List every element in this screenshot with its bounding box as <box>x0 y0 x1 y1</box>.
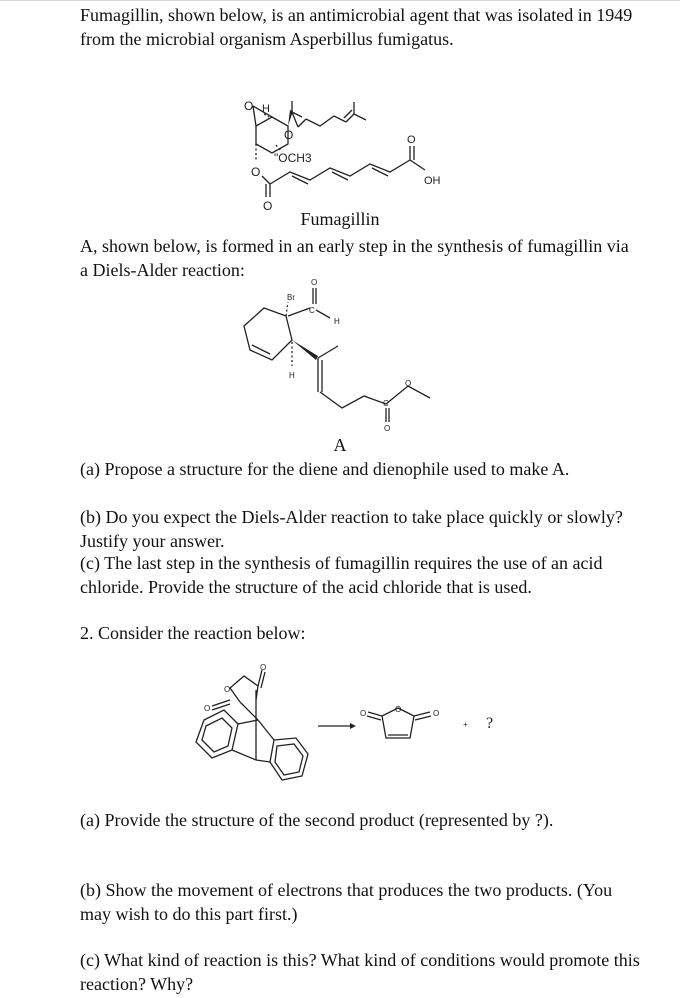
c-aldehyde-label: C <box>309 306 315 315</box>
o-aldehyde-label: O <box>311 278 318 287</box>
maleic-co-left-2 <box>367 716 381 720</box>
question-2b: (b) Show the movement of electrons that produces the two products. (You may wish to do this part first.) <box>80 880 613 924</box>
fumagillin-caption: Fumagillin <box>300 209 380 229</box>
benzene-left-inner <box>202 718 232 752</box>
question-1a: (a) Propose a structure for the diene and dienophile used to make A. <box>80 459 570 479</box>
o-top-label: O <box>260 663 267 672</box>
o-carbonyl-label: O <box>263 199 273 213</box>
maleic-co-right-2 <box>415 716 431 720</box>
c-ester-label: C <box>383 399 389 408</box>
compound-a-caption: A <box>333 435 347 455</box>
anhydride-co-top-2 <box>261 672 265 688</box>
question-1b: (b) Do you expect the Diels-Alder reaction to take place quickly or slowly? Justify your answer. <box>80 507 623 551</box>
o-ester-dbl-label: O <box>384 424 391 433</box>
question-2-intro: 2. Consider the reaction below: <box>80 623 306 643</box>
para-a: A, shown below, is formed in an early step in the synthesis of fumagillin via a Diels-Alder reaction: <box>80 236 629 280</box>
benzene-right-inner <box>275 744 303 775</box>
p-o-right-label: O <box>433 709 440 718</box>
o-acid-label: O <box>407 134 416 146</box>
reaction-arrow-head <box>350 723 356 729</box>
p-o-left-label: O <box>360 709 367 718</box>
o-ester-label: O <box>251 165 261 179</box>
bridge-4 <box>256 760 270 762</box>
o-left-label: O <box>204 704 211 713</box>
maleic-co-right-1 <box>414 712 430 716</box>
p-o-ring-label: O <box>395 705 402 714</box>
question-1c: (c) The last step in the synthesis of fumagillin requires the use of an acid chloride. Provide the structure of the acid chloride that is used. <box>80 553 603 597</box>
intro-paragraph: Fumagillin, shown below, is an antimicrobial agent that was isolated in 1949 from the microbial organism Asperbillus fumigatus. <box>80 5 633 49</box>
h-label: H <box>262 103 270 115</box>
o-epoxide-side-label: O <box>284 128 294 142</box>
bridge-2 <box>258 720 274 740</box>
maleic-co-left-1 <box>368 712 382 716</box>
br-label: Br <box>287 293 295 302</box>
question-2c: (c) What kind of reaction is this? What kind of conditions would promote this reaction? Why? <box>80 950 640 994</box>
plus-sign: + <box>463 720 468 729</box>
bridge-1 <box>238 720 258 724</box>
bridge-diag <box>240 702 258 720</box>
h-aldehyde-label: H <box>334 317 340 326</box>
o-epoxide-top-label: O <box>244 99 254 113</box>
och3-label: "OCH3 <box>274 151 312 165</box>
anhydride-co-top-1 <box>258 670 262 686</box>
h-ring-label: H <box>289 371 295 380</box>
question-2a: (a) Provide the structure of the second product (represented by ?). <box>80 810 554 830</box>
o-ester-a-label: O <box>405 379 412 388</box>
unknown-product: ? <box>486 715 494 732</box>
anhydride-ring <box>230 676 258 702</box>
o-ring-label: O <box>224 685 231 694</box>
bridge-3 <box>232 750 256 760</box>
oh-label: OH <box>424 175 441 187</box>
